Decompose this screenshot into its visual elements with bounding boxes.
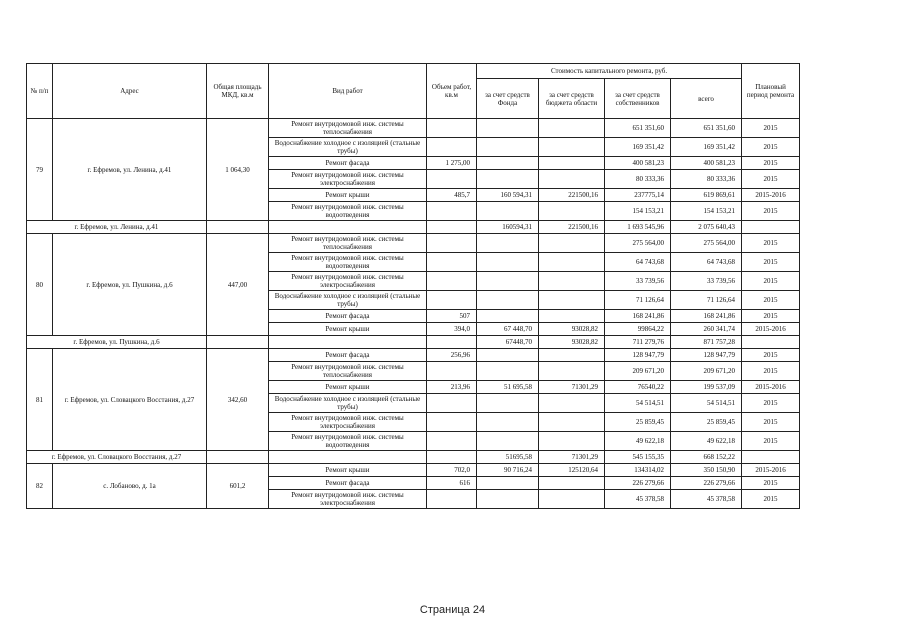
volume-cell: 485,7	[427, 189, 477, 202]
total-cell: 350 150,90	[671, 464, 742, 477]
empty-cell	[269, 336, 427, 349]
row-number: 79	[27, 119, 53, 221]
period-cell: 2015	[742, 394, 800, 413]
region-budget-cell	[539, 170, 605, 189]
area-cell: 447,00	[207, 234, 269, 336]
subtotal-row	[27, 451, 800, 464]
work-type-cell: Ремонт внутридомовой инж. системы водоотведения	[269, 432, 427, 451]
table-row	[27, 234, 800, 253]
fund-cell	[477, 272, 539, 291]
subtotal-address: г. Ефремов, ул. Ленина, д.41	[27, 221, 207, 234]
address-cell: с. Лобаново, д. 1а	[53, 464, 207, 509]
volume-cell: 394,0	[427, 323, 477, 336]
table-row	[27, 464, 800, 477]
subtotal-owners: 1 693 545,96	[605, 221, 671, 234]
owners-cell: 71 126,64	[605, 291, 671, 310]
work-type-cell: Водоснабжение холодное с изоляцией (стальные трубы)	[269, 394, 427, 413]
owners-cell: 54 514,51	[605, 394, 671, 413]
fund-cell	[477, 310, 539, 323]
volume-cell: 702,0	[427, 464, 477, 477]
fund-cell	[477, 477, 539, 490]
area-cell: 1 064,30	[207, 119, 269, 221]
period-cell: 2015	[742, 413, 800, 432]
subtotal-row	[27, 221, 800, 234]
total-cell: 154 153,21	[671, 202, 742, 221]
address-cell: г. Ефремов, ул. Ленина, д.41	[53, 119, 207, 221]
subtotal-region: 71301,29	[539, 451, 605, 464]
owners-cell: 169 351,42	[605, 138, 671, 157]
region-budget-cell: 125120,64	[539, 464, 605, 477]
owners-cell: 25 859,45	[605, 413, 671, 432]
header-cost-group: Стоимость капитального ремонта, руб.	[477, 64, 742, 79]
area-cell: 601,2	[207, 464, 269, 509]
total-cell: 209 671,20	[671, 362, 742, 381]
empty-cell	[207, 221, 269, 234]
work-type-cell: Ремонт крыши	[269, 464, 427, 477]
volume-cell	[427, 119, 477, 138]
header-owners: за счет средств собственников	[605, 79, 671, 119]
subtotal-fund: 67448,70	[477, 336, 539, 349]
region-budget-cell	[539, 119, 605, 138]
volume-cell: 256,96	[427, 349, 477, 362]
total-cell: 400 581,23	[671, 157, 742, 170]
fund-cell	[477, 202, 539, 221]
subtotal-region: 221500,16	[539, 221, 605, 234]
work-type-cell: Ремонт внутридомовой инж. системы электроснабжения	[269, 490, 427, 509]
fund-cell	[477, 138, 539, 157]
period-cell: 2015	[742, 490, 800, 509]
volume-cell: 507	[427, 310, 477, 323]
owners-cell: 168 241,86	[605, 310, 671, 323]
total-cell: 168 241,86	[671, 310, 742, 323]
period-cell: 2015	[742, 170, 800, 189]
work-type-cell: Водоснабжение холодное с изоляцией (стальные трубы)	[269, 138, 427, 157]
volume-cell	[427, 170, 477, 189]
region-budget-cell	[539, 477, 605, 490]
period-cell: 2015	[742, 310, 800, 323]
period-cell: 2015	[742, 119, 800, 138]
page-number: Страница 24	[419, 604, 486, 616]
area-cell: 342,60	[207, 349, 269, 451]
empty-cell	[427, 221, 477, 234]
volume-cell: 616	[427, 477, 477, 490]
empty-cell	[427, 451, 477, 464]
work-type-cell: Ремонт внутридомовой инж. системы теплоснабжения	[269, 362, 427, 381]
work-type-cell: Ремонт фасада	[269, 349, 427, 362]
period-cell: 2015	[742, 253, 800, 272]
owners-cell: 154 153,21	[605, 202, 671, 221]
region-budget-cell	[539, 432, 605, 451]
empty-cell	[269, 221, 427, 234]
work-type-cell: Ремонт фасада	[269, 157, 427, 170]
fund-cell	[477, 157, 539, 170]
region-budget-cell: 221500,16	[539, 189, 605, 202]
empty-cell	[427, 336, 477, 349]
subtotal-owners: 711 279,76	[605, 336, 671, 349]
header-address: Адрес	[53, 64, 207, 119]
subtotal-address: г. Ефремов, ул. Пушкина, д.6	[27, 336, 207, 349]
total-cell: 226 279,66	[671, 477, 742, 490]
period-cell: 2015-2016	[742, 189, 800, 202]
empty-cell	[742, 451, 800, 464]
owners-cell: 128 947,79	[605, 349, 671, 362]
period-cell: 2015	[742, 477, 800, 490]
total-cell: 64 743,68	[671, 253, 742, 272]
region-budget-cell	[539, 394, 605, 413]
owners-cell: 99864,22	[605, 323, 671, 336]
total-cell: 49 622,18	[671, 432, 742, 451]
empty-cell	[269, 451, 427, 464]
period-cell: 2015-2016	[742, 381, 800, 394]
period-cell: 2015	[742, 157, 800, 170]
region-budget-cell	[539, 157, 605, 170]
total-cell: 80 333,36	[671, 170, 742, 189]
work-type-cell: Ремонт внутридомовой инж. системы теплоснабжения	[269, 234, 427, 253]
table-row	[27, 349, 800, 362]
owners-cell: 76540,22	[605, 381, 671, 394]
region-budget-cell	[539, 291, 605, 310]
subtotal-owners: 545 155,35	[605, 451, 671, 464]
subtotal-total: 668 152,22	[671, 451, 742, 464]
owners-cell: 134314,02	[605, 464, 671, 477]
volume-cell	[427, 138, 477, 157]
work-type-cell: Ремонт внутридомовой инж. системы электроснабжения	[269, 272, 427, 291]
total-cell: 260 341,74	[671, 323, 742, 336]
region-budget-cell	[539, 253, 605, 272]
empty-cell	[742, 221, 800, 234]
work-type-cell: Ремонт внутридомовой инж. системы электроснабжения	[269, 413, 427, 432]
owners-cell: 651 351,60	[605, 119, 671, 138]
region-budget-cell: 71301,29	[539, 381, 605, 394]
address-cell: г. Ефремов, ул. Пушкина, д.6	[53, 234, 207, 336]
subtotal-total: 2 075 640,43	[671, 221, 742, 234]
fund-cell	[477, 490, 539, 509]
total-cell: 619 869,61	[671, 189, 742, 202]
fund-cell: 51 695,58	[477, 381, 539, 394]
row-number: 82	[27, 464, 53, 509]
region-budget-cell	[539, 202, 605, 221]
header-row-1	[27, 64, 800, 79]
owners-cell: 33 739,56	[605, 272, 671, 291]
work-type-cell: Ремонт фасада	[269, 477, 427, 490]
work-type-cell: Водоснабжение холодное с изоляцией (стальные трубы)	[269, 291, 427, 310]
region-budget-cell	[539, 272, 605, 291]
total-cell: 275 564,00	[671, 234, 742, 253]
fund-cell	[477, 349, 539, 362]
owners-cell: 49 622,18	[605, 432, 671, 451]
owners-cell: 64 743,68	[605, 253, 671, 272]
table-row	[27, 119, 800, 138]
work-type-cell: Ремонт крыши	[269, 189, 427, 202]
volume-cell	[427, 202, 477, 221]
header-area: Общая площадь МКД, кв.м	[207, 64, 269, 119]
header-period: Плановый период ремонта	[742, 64, 800, 119]
fund-cell: 67 448,70	[477, 323, 539, 336]
fund-cell	[477, 413, 539, 432]
volume-cell	[427, 362, 477, 381]
work-type-cell: Ремонт фасада	[269, 310, 427, 323]
repair-table	[26, 63, 800, 509]
table-body	[27, 119, 800, 509]
region-budget-cell	[539, 490, 605, 509]
owners-cell: 237775,14	[605, 189, 671, 202]
header-volume: Объем работ, кв.м	[427, 64, 477, 119]
period-cell: 2015	[742, 291, 800, 310]
work-type-cell: Ремонт крыши	[269, 323, 427, 336]
period-cell: 2015	[742, 272, 800, 291]
total-cell: 71 126,64	[671, 291, 742, 310]
volume-cell	[427, 234, 477, 253]
volume-cell	[427, 291, 477, 310]
region-budget-cell	[539, 362, 605, 381]
subtotal-address: г. Ефремов, ул. Словацкого Восстания, д.27	[27, 451, 207, 464]
period-cell: 2015	[742, 234, 800, 253]
region-budget-cell	[539, 310, 605, 323]
volume-cell: 213,96	[427, 381, 477, 394]
period-cell: 2015	[742, 349, 800, 362]
total-cell: 45 378,58	[671, 490, 742, 509]
total-cell: 199 537,09	[671, 381, 742, 394]
period-cell: 2015	[742, 432, 800, 451]
region-budget-cell	[539, 413, 605, 432]
owners-cell: 45 378,58	[605, 490, 671, 509]
address-cell: г. Ефремов, ул. Словацкого Восстания, д.27	[53, 349, 207, 451]
owners-cell: 226 279,66	[605, 477, 671, 490]
volume-cell: 1 275,00	[427, 157, 477, 170]
owners-cell: 80 333,36	[605, 170, 671, 189]
work-type-cell: Ремонт крыши	[269, 381, 427, 394]
period-cell: 2015	[742, 362, 800, 381]
work-type-cell: Ремонт внутридомовой инж. системы электроснабжения	[269, 170, 427, 189]
row-number: 81	[27, 349, 53, 451]
fund-cell: 90 716,24	[477, 464, 539, 477]
period-cell: 2015	[742, 202, 800, 221]
owners-cell: 275 564,00	[605, 234, 671, 253]
volume-cell	[427, 432, 477, 451]
total-cell: 169 351,42	[671, 138, 742, 157]
period-cell: 2015	[742, 138, 800, 157]
owners-cell: 209 671,20	[605, 362, 671, 381]
total-cell: 54 514,51	[671, 394, 742, 413]
empty-cell	[207, 451, 269, 464]
row-number: 80	[27, 234, 53, 336]
subtotal-fund: 160594,31	[477, 221, 539, 234]
fund-cell	[477, 291, 539, 310]
volume-cell	[427, 253, 477, 272]
volume-cell	[427, 272, 477, 291]
header-fund: за счет средств Фонда	[477, 79, 539, 119]
owners-cell: 400 581,23	[605, 157, 671, 170]
subtotal-fund: 51695,58	[477, 451, 539, 464]
fund-cell	[477, 253, 539, 272]
period-cell: 2015-2016	[742, 464, 800, 477]
volume-cell	[427, 394, 477, 413]
period-cell: 2015-2016	[742, 323, 800, 336]
header-num: № п/п	[27, 64, 53, 119]
total-cell: 128 947,79	[671, 349, 742, 362]
region-budget-cell	[539, 234, 605, 253]
total-cell: 651 351,60	[671, 119, 742, 138]
fund-cell	[477, 432, 539, 451]
subtotal-row	[27, 336, 800, 349]
total-cell: 33 739,56	[671, 272, 742, 291]
fund-cell	[477, 234, 539, 253]
fund-cell	[477, 362, 539, 381]
work-type-cell: Ремонт внутридомовой инж. системы теплоснабжения	[269, 119, 427, 138]
volume-cell	[427, 490, 477, 509]
work-type-cell: Ремонт внутридомовой инж. системы водоотведения	[269, 253, 427, 272]
volume-cell	[427, 413, 477, 432]
region-budget-cell: 93028,82	[539, 323, 605, 336]
region-budget-cell	[539, 138, 605, 157]
header-work: Вид работ	[269, 64, 427, 119]
fund-cell	[477, 394, 539, 413]
fund-cell: 160 594,31	[477, 189, 539, 202]
total-cell: 25 859,45	[671, 413, 742, 432]
region-budget-cell	[539, 349, 605, 362]
subtotal-region: 93028,82	[539, 336, 605, 349]
empty-cell	[207, 336, 269, 349]
fund-cell	[477, 119, 539, 138]
empty-cell	[742, 336, 800, 349]
work-type-cell: Ремонт внутридомовой инж. системы водоотведения	[269, 202, 427, 221]
fund-cell	[477, 170, 539, 189]
subtotal-total: 871 757,28	[671, 336, 742, 349]
header-region: за счет средств бюджета области	[539, 79, 605, 119]
header-total: всего	[671, 79, 742, 119]
